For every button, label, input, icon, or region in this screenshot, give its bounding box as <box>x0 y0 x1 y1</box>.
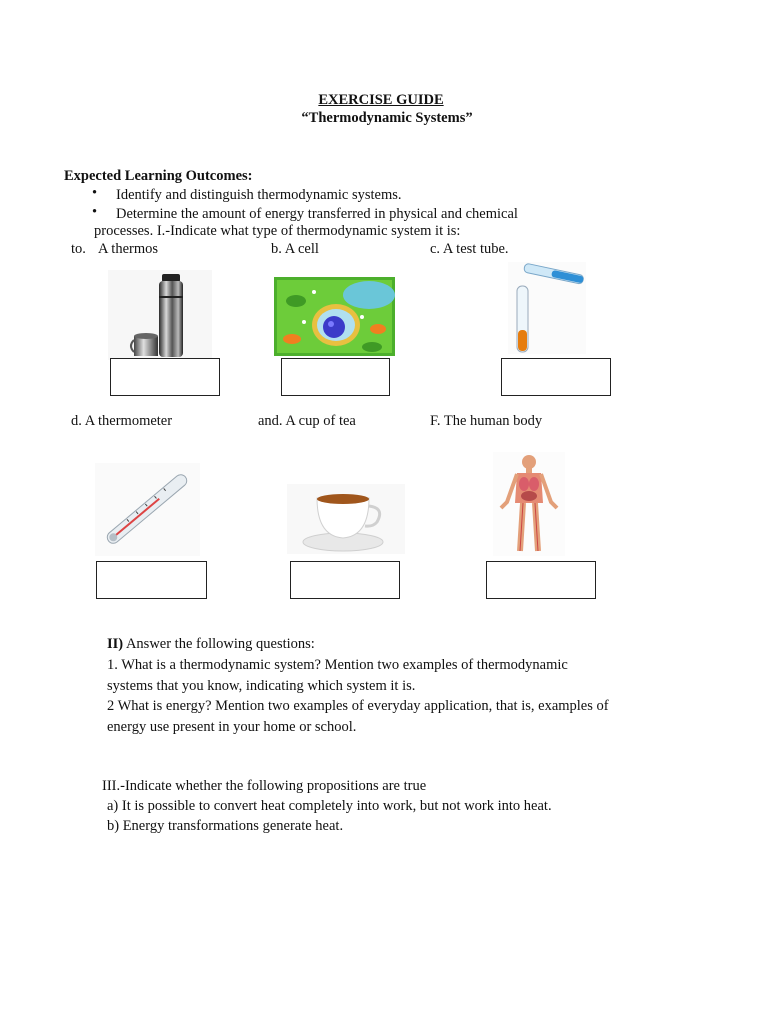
answer-box-thermos[interactable] <box>110 358 220 396</box>
outcomes-heading: Expected Learning Outcomes: <box>64 168 253 184</box>
item-label-cell: b. A cell <box>271 241 319 257</box>
question-line: systems that you know, indicating which system it is. <box>107 678 416 694</box>
outcome-continuation: processes. I.-Indicate what type of thermodynamic system it is: <box>94 223 461 239</box>
item-label-thermometer: d. A thermometer <box>71 413 173 429</box>
answer-box-test-tube[interactable] <box>501 358 611 396</box>
item-marker: to. <box>71 241 86 257</box>
question-line: 2 What is energy? Mention two examples of everyday application, that is, examples of <box>107 698 609 714</box>
question-line: 1. What is a thermodynamic system? Mention two examples of thermodynamic <box>107 657 568 673</box>
section2-number: II) <box>107 636 124 652</box>
item-label-test-tube: c. A test tube. <box>430 241 509 257</box>
section3-heading: III.-Indicate whether the following propositions are true <box>102 778 427 794</box>
human-body-image <box>493 452 565 556</box>
outcome-item: Identify and distinguish thermodynamic systems. <box>116 187 402 203</box>
proposition-line: a) It is possible to convert heat completely into work, but not work into heat. <box>107 798 552 814</box>
question-line: energy use present in your home or school. <box>107 719 357 735</box>
page-subtitle: “Thermodynamic Systems” <box>301 110 473 126</box>
answer-box-human-body[interactable] <box>486 561 596 599</box>
cell-image <box>274 277 395 356</box>
item-label-human-body: F. The human body <box>430 413 543 429</box>
section2-heading-text: Answer the following questions: <box>123 636 315 652</box>
thermometer-image <box>95 463 200 556</box>
outcome-item: Determine the amount of energy transferred in physical and chemical <box>116 206 518 222</box>
bullet-icon: • <box>92 185 98 201</box>
page-title: EXERCISE GUIDE <box>318 92 444 108</box>
answer-box-cell[interactable] <box>281 358 390 396</box>
proposition-line: b) Energy transformations generate heat. <box>107 818 344 834</box>
thermos-image <box>108 270 212 360</box>
item-label-cup-of-tea: and. A cup of tea <box>258 413 356 429</box>
section2-heading <box>107 636 315 653</box>
item-label-thermos: A thermos <box>98 241 159 257</box>
tea-cup-image <box>287 484 405 554</box>
answer-box-thermometer[interactable] <box>96 561 207 599</box>
test-tube-image <box>508 262 586 354</box>
bullet-icon: • <box>92 204 98 220</box>
answer-box-cup-of-tea[interactable] <box>290 561 400 599</box>
